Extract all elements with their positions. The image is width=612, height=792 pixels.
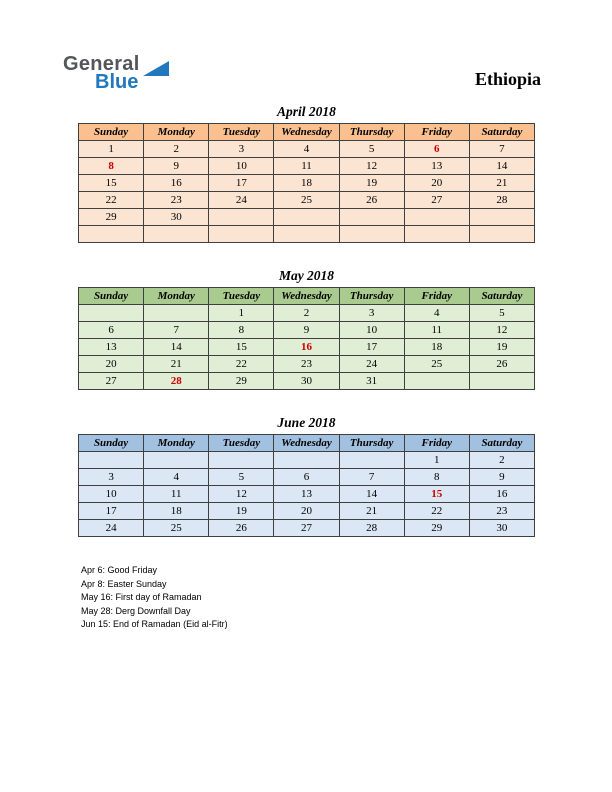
holiday-day-cell: 8 xyxy=(79,158,144,175)
weekday-header: Saturday xyxy=(469,435,534,452)
weekday-header: Friday xyxy=(404,288,469,305)
weekday-header: Wednesday xyxy=(274,288,339,305)
weekday-header-row xyxy=(79,124,535,141)
day-cell: 16 xyxy=(144,175,209,192)
day-cell: 26 xyxy=(469,356,534,373)
day-cell: 7 xyxy=(469,141,534,158)
day-cell: 23 xyxy=(469,503,534,520)
empty-day-cell xyxy=(79,452,144,469)
empty-day-cell xyxy=(469,226,534,243)
day-cell: 2 xyxy=(274,305,339,322)
holiday-list xyxy=(78,564,535,632)
day-cell: 2 xyxy=(144,141,209,158)
calendar-table-april xyxy=(78,123,535,243)
general-blue-logo xyxy=(63,53,169,94)
empty-day-cell xyxy=(144,305,209,322)
weekday-header-row xyxy=(79,435,535,452)
day-cell: 14 xyxy=(469,158,534,175)
logo-triangle-icon xyxy=(143,61,169,76)
week-row xyxy=(79,192,535,209)
logo-triangle-shape xyxy=(143,61,169,76)
weekday-header: Thursday xyxy=(339,435,404,452)
holiday-note: May 28: Derg Downfall Day xyxy=(81,605,191,616)
weekday-header: Sunday xyxy=(79,124,144,141)
empty-day-cell xyxy=(339,226,404,243)
day-cell: 10 xyxy=(79,486,144,503)
weekday-header: Friday xyxy=(404,124,469,141)
day-cell: 25 xyxy=(404,356,469,373)
day-cell: 29 xyxy=(79,209,144,226)
day-cell: 24 xyxy=(339,356,404,373)
week-row xyxy=(79,158,535,175)
weekday-header: Wednesday xyxy=(274,435,339,452)
week-row xyxy=(79,226,535,243)
holiday-note: Jun 15: End of Ramadan (Eid al-Fitr) xyxy=(81,619,228,629)
weekday-header: Wednesday xyxy=(274,124,339,141)
day-cell: 1 xyxy=(209,305,274,322)
empty-day-cell xyxy=(209,226,274,243)
day-cell: 28 xyxy=(339,520,404,537)
day-cell: 3 xyxy=(339,305,404,322)
weekday-header-row xyxy=(79,288,535,305)
weekday-header: Saturday xyxy=(469,124,534,141)
day-cell: 1 xyxy=(79,141,144,158)
day-cell: 5 xyxy=(469,305,534,322)
day-cell: 18 xyxy=(274,175,339,192)
week-row xyxy=(79,322,535,339)
empty-day-cell xyxy=(209,452,274,469)
week-row xyxy=(79,175,535,192)
empty-day-cell xyxy=(469,209,534,226)
week-row xyxy=(79,520,535,537)
day-cell: 13 xyxy=(79,339,144,356)
day-cell: 8 xyxy=(404,469,469,486)
empty-day-cell xyxy=(209,209,274,226)
holiday-day-cell: 28 xyxy=(144,373,209,390)
day-cell: 30 xyxy=(469,520,534,537)
day-cell: 22 xyxy=(404,503,469,520)
day-cell: 1 xyxy=(404,452,469,469)
day-cell: 19 xyxy=(339,175,404,192)
day-cell: 9 xyxy=(144,158,209,175)
day-cell: 12 xyxy=(339,158,404,175)
day-cell: 26 xyxy=(209,520,274,537)
day-cell: 6 xyxy=(274,469,339,486)
weekday-header: Monday xyxy=(144,124,209,141)
week-row xyxy=(79,141,535,158)
weekday-header: Tuesday xyxy=(209,288,274,305)
day-cell: 19 xyxy=(209,503,274,520)
day-cell: 10 xyxy=(209,158,274,175)
empty-day-cell xyxy=(274,452,339,469)
day-cell: 9 xyxy=(469,469,534,486)
day-cell: 26 xyxy=(339,192,404,209)
day-cell: 5 xyxy=(339,141,404,158)
day-cell: 21 xyxy=(144,356,209,373)
day-cell: 23 xyxy=(144,192,209,209)
empty-day-cell xyxy=(404,226,469,243)
day-cell: 20 xyxy=(404,175,469,192)
day-cell: 16 xyxy=(469,486,534,503)
calendar-table-june xyxy=(78,434,535,537)
day-cell: 7 xyxy=(144,322,209,339)
empty-day-cell xyxy=(404,373,469,390)
day-cell: 9 xyxy=(274,322,339,339)
day-cell: 3 xyxy=(209,141,274,158)
day-cell: 7 xyxy=(339,469,404,486)
holiday-note: Apr 6: Good Friday xyxy=(81,565,158,575)
day-cell: 2 xyxy=(469,452,534,469)
calendar-april xyxy=(78,104,535,243)
day-cell: 6 xyxy=(79,322,144,339)
week-row xyxy=(79,503,535,520)
holiday-note: Apr 8: Easter Sunday xyxy=(81,578,167,589)
day-cell: 5 xyxy=(209,469,274,486)
weekday-header: Monday xyxy=(144,288,209,305)
holiday-day-cell: 15 xyxy=(404,486,469,503)
empty-day-cell xyxy=(404,209,469,226)
day-cell: 17 xyxy=(339,339,404,356)
empty-day-cell xyxy=(274,226,339,243)
day-cell: 21 xyxy=(339,503,404,520)
empty-day-cell xyxy=(79,226,144,243)
weekday-header: Sunday xyxy=(79,435,144,452)
day-cell: 19 xyxy=(469,339,534,356)
day-cell: 22 xyxy=(209,356,274,373)
holiday-day-cell: 16 xyxy=(274,339,339,356)
day-cell: 15 xyxy=(209,339,274,356)
week-row xyxy=(79,373,535,390)
day-cell: 24 xyxy=(79,520,144,537)
week-row xyxy=(79,452,535,469)
day-cell: 17 xyxy=(79,503,144,520)
day-cell: 22 xyxy=(79,192,144,209)
day-cell: 4 xyxy=(274,141,339,158)
day-cell: 29 xyxy=(404,520,469,537)
day-cell: 17 xyxy=(209,175,274,192)
calendar-content xyxy=(78,104,535,632)
day-cell: 31 xyxy=(339,373,404,390)
day-cell: 21 xyxy=(469,175,534,192)
day-cell: 11 xyxy=(274,158,339,175)
week-row xyxy=(79,469,535,486)
day-cell: 11 xyxy=(144,486,209,503)
country-title: Ethiopia xyxy=(474,69,541,89)
day-cell: 25 xyxy=(274,192,339,209)
day-cell: 11 xyxy=(404,322,469,339)
weekday-header: Thursday xyxy=(339,124,404,141)
calendar-title-april: April 2018 xyxy=(277,104,336,119)
day-cell: 3 xyxy=(79,469,144,486)
weekday-header: Tuesday xyxy=(209,124,274,141)
empty-day-cell xyxy=(144,226,209,243)
weekday-header: Sunday xyxy=(79,288,144,305)
weekday-header: Thursday xyxy=(339,288,404,305)
day-cell: 20 xyxy=(79,356,144,373)
day-cell: 30 xyxy=(144,209,209,226)
day-cell: 18 xyxy=(144,503,209,520)
week-row xyxy=(79,486,535,503)
weekday-header: Friday xyxy=(404,435,469,452)
day-cell: 29 xyxy=(209,373,274,390)
day-cell: 13 xyxy=(404,158,469,175)
day-cell: 24 xyxy=(209,192,274,209)
empty-day-cell xyxy=(339,209,404,226)
empty-day-cell xyxy=(339,452,404,469)
day-cell: 27 xyxy=(404,192,469,209)
day-cell: 14 xyxy=(144,339,209,356)
day-cell: 27 xyxy=(79,373,144,390)
calendar-june xyxy=(78,415,535,537)
day-cell: 4 xyxy=(404,305,469,322)
empty-day-cell xyxy=(274,209,339,226)
week-row xyxy=(79,209,535,226)
empty-day-cell xyxy=(144,452,209,469)
calendar-title-may: May 2018 xyxy=(278,268,335,283)
empty-day-cell xyxy=(79,305,144,322)
day-cell: 18 xyxy=(404,339,469,356)
day-cell: 12 xyxy=(469,322,534,339)
day-cell: 12 xyxy=(209,486,274,503)
weekday-header: Tuesday xyxy=(209,435,274,452)
day-cell: 20 xyxy=(274,503,339,520)
week-row xyxy=(79,356,535,373)
week-row xyxy=(79,305,535,322)
logo-text-general: General xyxy=(63,53,140,75)
day-cell: 27 xyxy=(274,520,339,537)
calendar-may xyxy=(78,268,535,390)
weekday-header: Saturday xyxy=(469,288,534,305)
day-cell: 15 xyxy=(79,175,144,192)
day-cell: 25 xyxy=(144,520,209,537)
day-cell: 8 xyxy=(209,322,274,339)
day-cell: 14 xyxy=(339,486,404,503)
weekday-header: Monday xyxy=(144,435,209,452)
day-cell: 10 xyxy=(339,322,404,339)
day-cell: 28 xyxy=(469,192,534,209)
holiday-note: May 16: First day of Ramadan xyxy=(81,592,202,602)
day-cell: 4 xyxy=(144,469,209,486)
holiday-day-cell: 6 xyxy=(404,141,469,158)
empty-day-cell xyxy=(469,373,534,390)
week-row xyxy=(79,339,535,356)
day-cell: 13 xyxy=(274,486,339,503)
logo-text-blue: Blue xyxy=(95,71,139,93)
day-cell: 23 xyxy=(274,356,339,373)
day-cell: 30 xyxy=(274,373,339,390)
calendar-title-june: June 2018 xyxy=(277,415,336,430)
calendar-table-may xyxy=(78,287,535,390)
